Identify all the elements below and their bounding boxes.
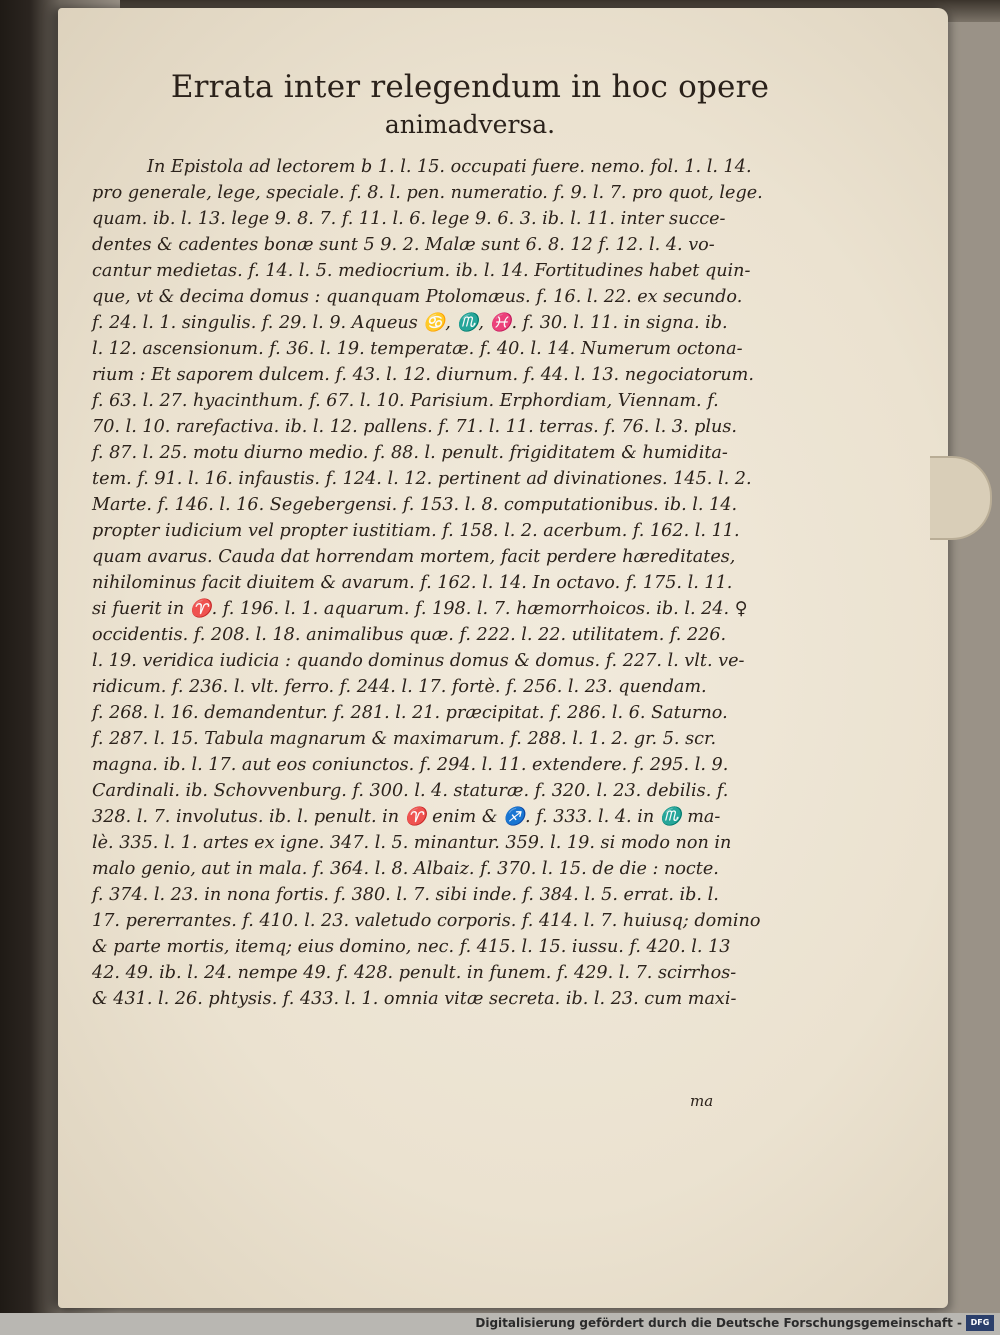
text-line: cantur medietas. f. 14. l. 5. mediocrium. ib. l. 14. Fortitudines habet quin- bbox=[92, 261, 751, 281]
text-line: l. 12. ascensionum. f. 36. l. 19. temperatæ. f. 40. l. 14. Numerum octona- bbox=[92, 339, 743, 359]
errata-heading bbox=[110, 68, 830, 142]
title-line-2: animadversa. bbox=[384, 110, 556, 139]
text-line: pro generale, lege, speciale. f. 8. l. pen. numeratio. f. 9. l. 7. pro quot, lege. bbox=[92, 183, 763, 203]
text-line: ridicum. f. 236. l. vlt. ferro. f. 244. l. 17. fortè. f. 256. l. 23. quendam. bbox=[92, 677, 707, 697]
text-line: f. 63. l. 27. hyacinthum. f. 67. l. 10. Parisium. Erphordiam, Viennam. f. bbox=[92, 391, 719, 411]
text-line: que, vt & decima domus : quanquam Ptolomæus. f. 16. l. 22. ex secundo. bbox=[92, 287, 743, 307]
text-line: occidentis. f. 208. l. 18. animalibus quæ. f. 222. l. 22. utilitatem. f. 226. bbox=[92, 625, 727, 645]
text-line: 328. l. 7. involutus. ib. l. penult. in ♈ enim & ♐. f. 333. l. 4. in ♏ ma- bbox=[92, 807, 721, 827]
text-line: f. 24. l. 1. singulis. f. 29. l. 9. Aqueus ♋, ♏, ♓. f. 30. l. 11. in signa. ib. bbox=[92, 313, 728, 333]
errata-text bbox=[92, 154, 772, 1012]
text-line: malo genio, aut in mala. f. 364. l. 8. Albaiz. f. 370. l. 15. de die : nocte. bbox=[92, 859, 719, 879]
text-line: tem. f. 91. l. 16. infaustis. f. 124. l. 12. pertinent ad divinationes. 145. l. 2. bbox=[92, 469, 752, 489]
text-line: 42. 49. ib. l. 24. nempe 49. f. 428. penult. in funem. f. 429. l. 7. scirrhos- bbox=[92, 963, 737, 983]
text-line: f. 374. l. 23. in nona fortis. f. 380. l. 7. sibi inde. f. 384. l. 5. errat. ib. l. bbox=[92, 885, 719, 905]
text-line: quam avarus. Cauda dat horrendam mortem, facit perdere hæreditates, bbox=[92, 547, 736, 567]
text-line: 70. l. 10. rarefactiva. ib. l. 12. pallens. f. 71. l. 11. terras. f. 76. l. 3. plus. bbox=[92, 417, 737, 437]
text-line: dentes & cadentes bonæ sunt 5 9. 2. Malæ sunt 6. 8. 12 f. 12. l. 4. vo- bbox=[92, 235, 715, 255]
digitization-footer bbox=[0, 1313, 1000, 1335]
text-line: l. 19. veridica iudicia : quando dominus domus & domus. f. 227. l. vlt. ve- bbox=[92, 651, 745, 671]
text-line: quam. ib. l. 13. lege 9. 8. 7. f. 11. l. 6. lege 9. 6. 3. ib. l. 11. inter succe- bbox=[92, 209, 726, 229]
text-line: magna. ib. l. 17. aut eos coniunctos. f. 294. l. 11. extendere. f. 295. l. 9. bbox=[92, 755, 729, 775]
text-line: si fuerit in ♈. f. 196. l. 1. aquarum. f. 198. l. 7. hæmorrhoicos. ib. l. 24. ♀ bbox=[92, 599, 748, 619]
text-line: Marte. f. 146. l. 16. Segebergensi. f. 153. l. 8. computationibus. ib. l. 14. bbox=[92, 495, 738, 515]
text-line: propter iudicium vel propter iustitiam. f. 158. l. 2. acerbum. f. 162. l. 11. bbox=[92, 521, 740, 541]
text-line: f. 268. l. 16. demandentur. f. 281. l. 21. præcipitat. f. 286. l. 6. Saturno. bbox=[92, 703, 728, 723]
text-line: 17. pererrantes. f. 410. l. 23. valetudo corporis. f. 414. l. 7. huiusq; domino bbox=[92, 911, 761, 931]
text-line: rium : Et saporem dulcem. f. 43. l. 12. diurnum. f. 44. l. 13. negociatorum. bbox=[92, 365, 754, 385]
text-line: f. 87. l. 25. motu diurno medio. f. 88. l. penult. frigiditatem & humidita- bbox=[92, 443, 728, 463]
text-line: nihilominus facit diuitem & avarum. f. 162. l. 14. In octavo. f. 175. l. 11. bbox=[92, 573, 733, 593]
text-line: & 431. l. 26. phtysis. f. 433. l. 1. omnia vitæ secreta. ib. l. 23. cum maxi- bbox=[92, 989, 737, 1009]
title-line-1: Errata inter relegendum in hoc opere bbox=[170, 69, 770, 105]
text-line: Cardinali. ib. Schovvenburg. f. 300. l. 4. staturæ. f. 320. l. 23. debilis. f. bbox=[92, 781, 729, 801]
text-line: & parte mortis, itemq; eius domino, nec. f. 415. l. 15. iussu. f. 420. l. 13 bbox=[92, 937, 731, 957]
text-line: f. 287. l. 15. Tabula magnarum & maximarum. f. 288. l. 1. 2. gr. 5. scr. bbox=[92, 729, 717, 749]
catchword: ma bbox=[690, 1092, 714, 1110]
text-line: lè. 335. l. 1. artes ex igne. 347. l. 5. minantur. 359. l. 19. si modo non in bbox=[92, 833, 732, 853]
text-line: In Epistola ad lectorem b 1. l. 15. occupati fuere. nemo. fol. 1. l. 14. bbox=[147, 157, 752, 177]
dfg-logo-icon: DFG bbox=[966, 1315, 994, 1331]
footer-credit: Digitalisierung gefördert durch die Deutsche Forschungsgemeinschaft - bbox=[475, 1316, 962, 1330]
